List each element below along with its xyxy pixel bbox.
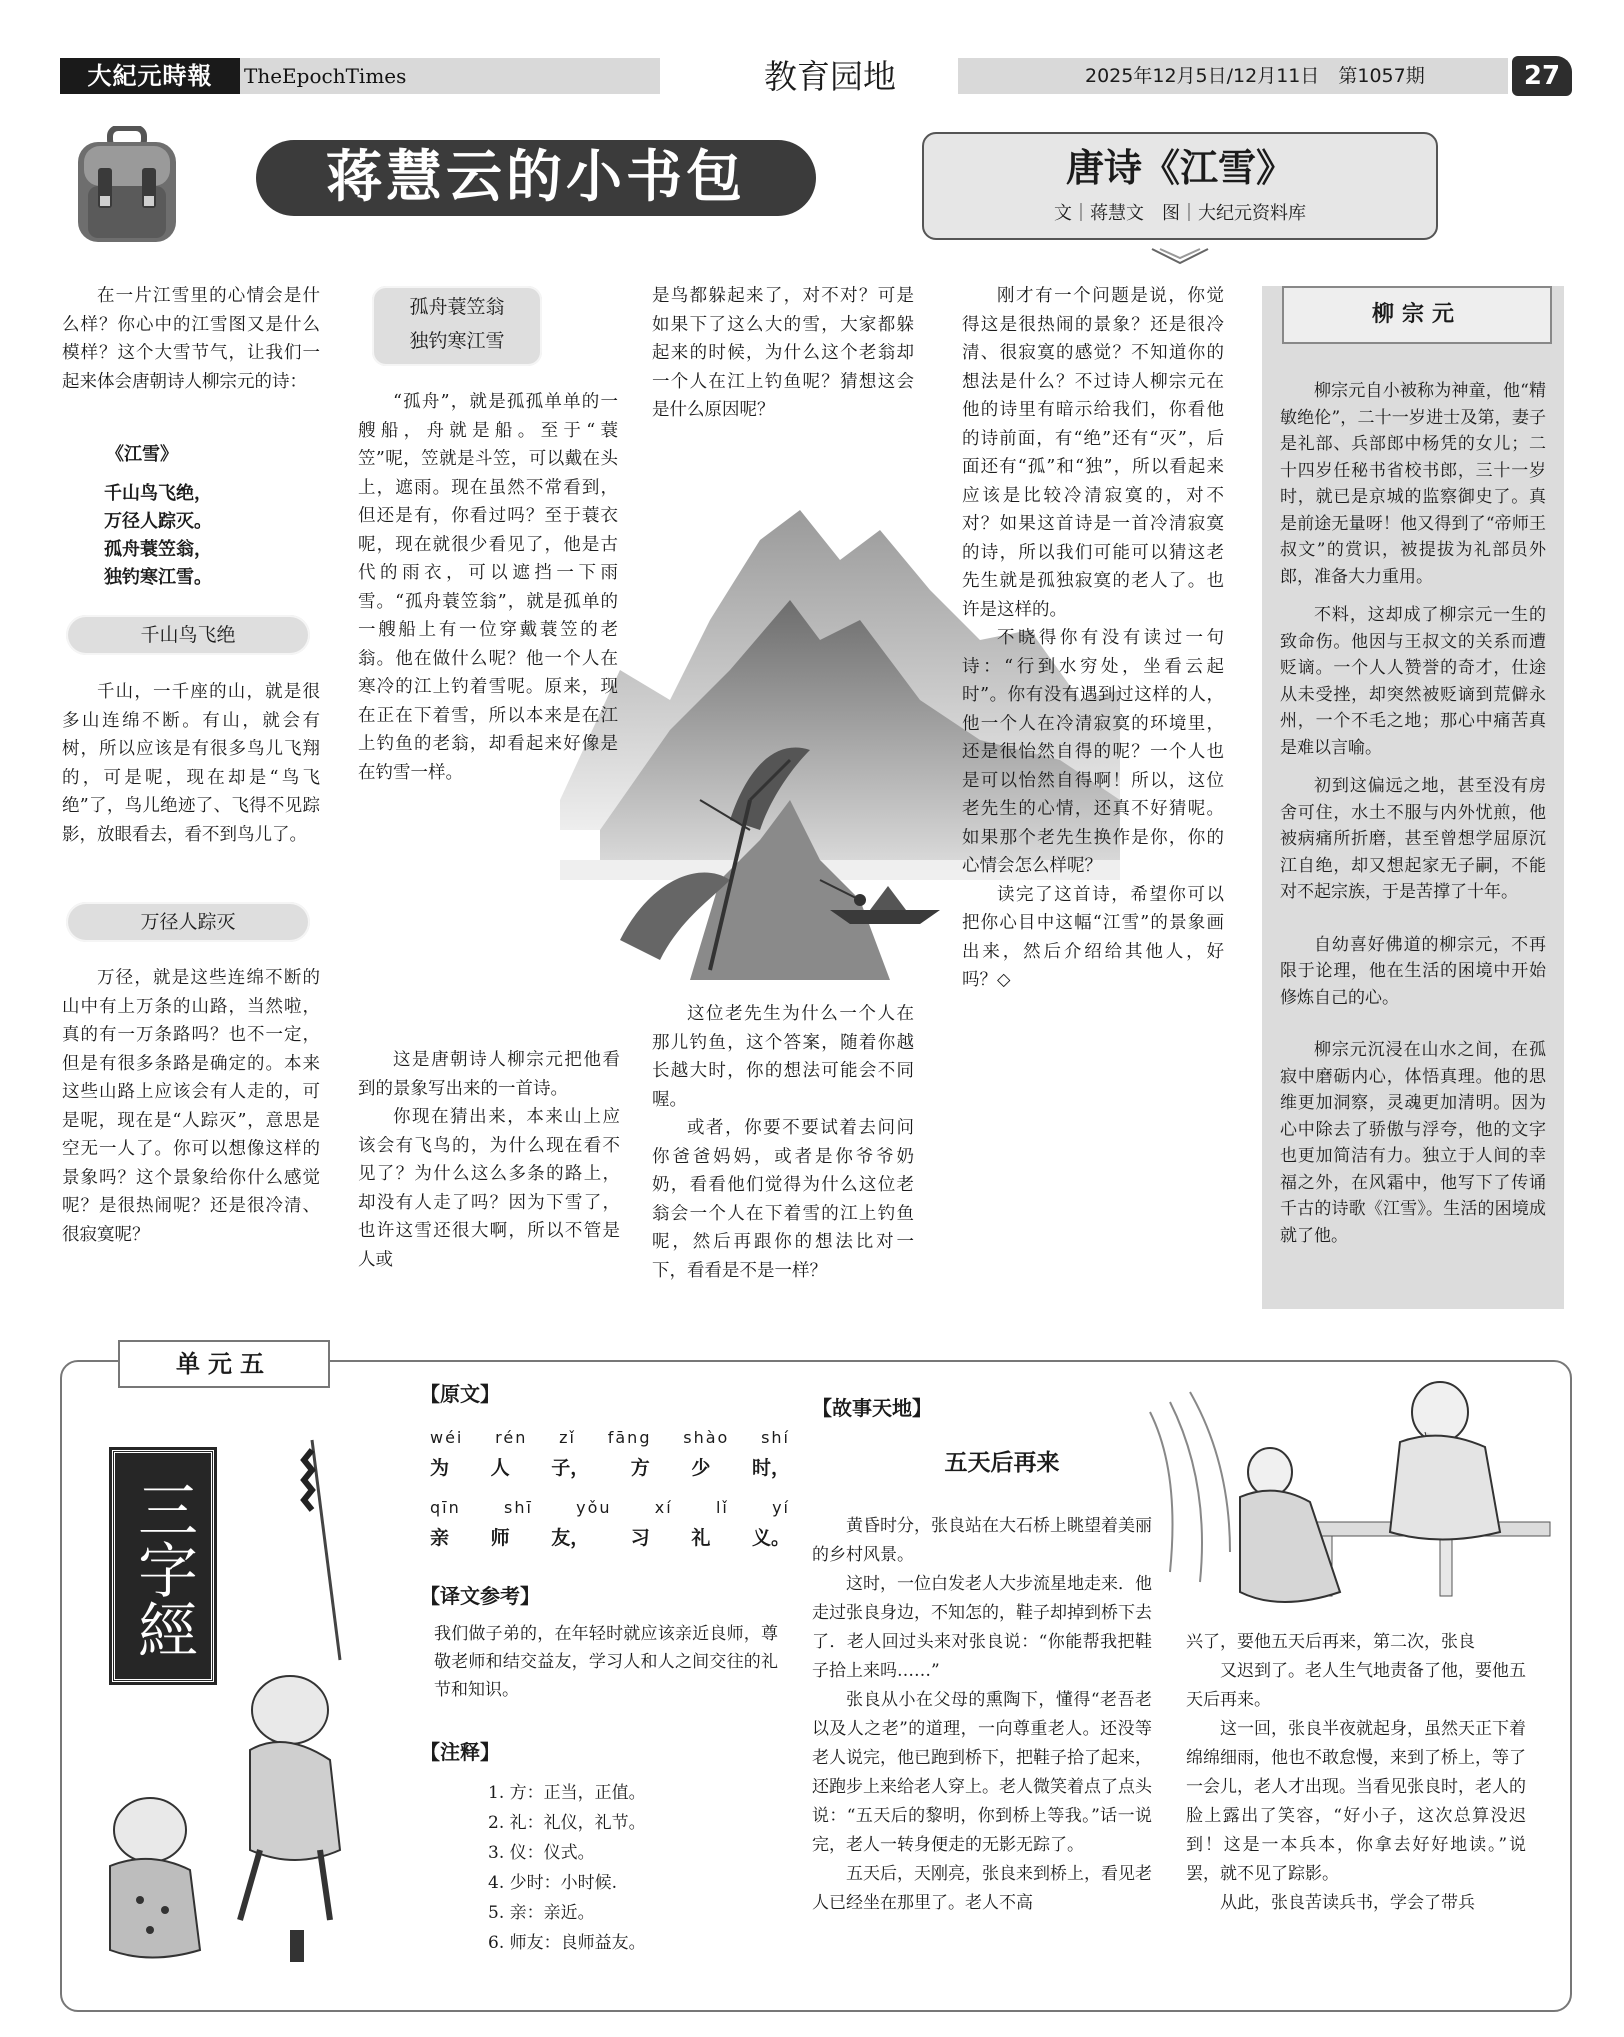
verse-char: 人 bbox=[490, 1457, 510, 1479]
yiwen-text: 我们做子弟的，在年轻时就应该亲近良师，尊敬老师和结交益友，学习人和人之间交往的礼节和知识。 bbox=[434, 1624, 778, 1700]
col4-body bbox=[962, 282, 1224, 995]
children-illustration bbox=[80, 1430, 400, 1970]
pinyin: qīn bbox=[430, 1498, 461, 1517]
poem-line: 万径人踪灭。 bbox=[104, 511, 212, 532]
byline: 文｜蒋慧文 图｜大纪元资料库 bbox=[1054, 203, 1306, 224]
note-item: 2. 礼：礼仪，礼节。 bbox=[488, 1813, 646, 1833]
verse-char: 义。 bbox=[751, 1527, 790, 1549]
verse-row bbox=[430, 1453, 790, 1480]
subhead-line: 独钓寒江雪 bbox=[409, 330, 505, 352]
col3-bottom bbox=[652, 1000, 914, 1285]
verse-char: 为 bbox=[430, 1457, 450, 1479]
poem-text bbox=[104, 480, 212, 592]
column-title: 蒋慧云的小书包 bbox=[256, 140, 816, 216]
verse-char: 少 bbox=[691, 1457, 711, 1479]
body-paragraph: 这位老先生为什么一个人在那儿钓鱼，这个答案，随着你越长越大时，你的想法可能会不同喔。 bbox=[652, 1004, 914, 1110]
col1-intro bbox=[62, 282, 320, 396]
verse-char: 习 bbox=[630, 1527, 650, 1549]
intro-paragraph: 在一片江雪里的心情会是什么样？你心中的江雪图又是什么模样？这个大雪节气，让我们一起来体会唐朝诗人柳宗元的诗： bbox=[62, 286, 320, 392]
sidebar-title: 柳宗元 bbox=[1282, 286, 1552, 344]
story-paragraph: 张良从小在父母的熏陶下，懂得“老吾老以及人之老”的道理，一向尊重老人。还没等老人说完，他已跑到桥下，把鞋子拾了起来，还跑步上来给老人穿上。老人微笑着点了点头说：“五天后的黎明，你到桥上等我。”话一说完，老人一转身便走的无影无踪了。 bbox=[812, 1690, 1152, 1855]
subhead-line: 孤舟蓑笠翁 bbox=[409, 296, 505, 318]
subhead-guzhou bbox=[372, 286, 542, 366]
note-item: 1. 方：正当，正值。 bbox=[488, 1783, 646, 1803]
subhead-qianshan: 千山鸟飞绝 bbox=[66, 615, 310, 655]
story-col2 bbox=[1186, 1628, 1526, 1918]
sidebar-body bbox=[1280, 378, 1546, 1249]
note-item: 6. 师友：良师益友。 bbox=[488, 1933, 646, 1953]
verse-char: 友， bbox=[551, 1527, 590, 1549]
story-paragraph: 这时，一位白发老人大步流星地走来．他走过张良身边，不知怎的，鞋子却掉到桥下去了．老人回过头来对张良说：“你能帮我把鞋子拾上来吗……” bbox=[812, 1574, 1152, 1681]
poem-line: 独钓寒江雪。 bbox=[104, 567, 212, 588]
body-paragraph: 你现在猜出来，本来山上应该会有飞鸟的，为什么现在看不见了？为什么这么多条的路上，却没有人走了吗？因为下雪了，也许这雪还很大啊，所以不管是人或 bbox=[358, 1107, 620, 1270]
pinyin: zǐ bbox=[559, 1428, 576, 1447]
verse-char: 时， bbox=[751, 1457, 790, 1479]
body-paragraph: 或者，你要不要试着去问问你爸爸妈妈，或者是你爷爷奶奶，看看他们觉得为什么这位老翁会一个人在下着雪的江上钓鱼呢，然后再跟你的想法比对一下，看看是不是一样？ bbox=[652, 1118, 914, 1281]
verse-char: 方 bbox=[630, 1457, 650, 1479]
sidebar-paragraph: 不料，这却成了柳宗元一生的致命伤。他因与王叔文的关系而遭贬谪。一个人人赞誉的奇才，仕途从未受挫，却突然被贬谪到荒僻永州，一个不毛之地；那心中痛苦真是难以言喻。 bbox=[1280, 605, 1546, 758]
sidebar-paragraph: 初到这偏远之地，甚至没有房舍可住，水土不服与内外忧煎，他被病痛所折磨，甚至曾想学屈原沉江自绝，却又想起家无子嗣，不能对不起宗族，于是苦撑了十年。 bbox=[1280, 776, 1546, 902]
unit-label: 单元五 bbox=[118, 1340, 330, 1388]
body-paragraph: 是鸟都躲起来了，对不对？可是如果下了这么大的雪，大家都躲起来的时候，为什么这个老翁却一个人在江上钓鱼呢？猜想这会是什么原因呢？ bbox=[652, 286, 914, 420]
note-item: 3. 仪：仪式。 bbox=[488, 1843, 595, 1863]
pinyin: xí bbox=[654, 1498, 673, 1517]
body-paragraph: “孤舟”，就是孤孤单单的一艘船，舟就是船。至于“蓑笠”呢，笠就是斗笠，可以戴在头上，遮雨。现在虽然不常看到，但还是有，你看过吗？至于蓑衣呢，现在就很少看见了，他是古代的雨衣，可以遮挡一下雨雪。“孤舟蓑笠翁”，就是孤单的一艘船上有一位穿戴蓑笠的老翁。他在做什么呢？他一个人在寒冷的江上钓着雪呢。原来，现在正在下着雪，所以本来是在江上钓鱼的老翁，却看起来好像是在钓雪一样。 bbox=[358, 392, 618, 783]
schoolbag-icon bbox=[72, 126, 182, 244]
note-item: 4. 少时：小时候. bbox=[488, 1873, 618, 1893]
sidebar-paragraph: 自幼喜好佛道的柳宗元，不再限于论理，他在生活的困境中开始修炼自己的心。 bbox=[1280, 934, 1546, 1008]
col1-body1 bbox=[62, 678, 320, 849]
story-col1 bbox=[812, 1512, 1152, 1918]
verse-char: 子， bbox=[551, 1457, 590, 1479]
pinyin: shào bbox=[683, 1428, 730, 1447]
logo-cn: 大紀元時報 bbox=[60, 58, 240, 94]
page-number: 27 bbox=[1512, 56, 1572, 96]
pinyin: shí bbox=[761, 1428, 790, 1447]
pinyin: yǒu bbox=[576, 1498, 612, 1517]
pinyin: wéi bbox=[430, 1428, 464, 1447]
story-paragraph: 这一回，张良半夜就起身，虽然天正下着绵绵细雨，他也不敢怠慢，来到了桥上，等了一会儿，老人才出现。当看见张良时，老人的脸上露出了笑容，“好小子，这次总算没迟到！这是一本兵本，你拿去好好地读。”说罢，就不见了踪影。 bbox=[1186, 1719, 1526, 1884]
story-illustration bbox=[1140, 1372, 1560, 1632]
pinyin: rén bbox=[495, 1428, 528, 1447]
col2-body2 bbox=[358, 1046, 620, 1274]
verse-block bbox=[430, 1428, 790, 1550]
verse-char: 礼 bbox=[691, 1527, 711, 1549]
body-paragraph: 读完了这首诗，希望你可以把你心目中这幅“江雪”的景象画出来，然后介绍给其他人，好吗？◇ bbox=[962, 884, 1224, 990]
note-item: 5. 亲：亲近。 bbox=[488, 1903, 595, 1923]
article-title: 唐诗《江雪》 bbox=[1065, 145, 1294, 190]
pinyin: shī bbox=[503, 1498, 533, 1517]
pinyin-row bbox=[430, 1428, 790, 1447]
date-issue: 2025年12月5日/12月11日 第1057期 bbox=[1085, 65, 1425, 87]
story-paragraph: 黄昏时分，张良站在大石桥上眺望着美丽的乡村风景。 bbox=[812, 1516, 1152, 1565]
body-paragraph: 万径，就是这些连绵不断的山中有上万条的山路，当然啦，真的有一万条路吗？也不一定，但是有很多条路是确定的。本来这些山路上应该会有人走的，可是呢，现在是“人踪灭”，意思是空无一人了。你可以想像这样的景象吗？这个景象给你什么感觉呢？是很热闹呢？还是很冷清、很寂寞呢？ bbox=[62, 968, 320, 1245]
body-paragraph: 千山，一千座的山，就是很多山连绵不断。有山，就会有树，所以应该是有很多鸟儿飞翔的，可是呢，现在却是“鸟飞绝”了，鸟儿绝迹了、飞得不见踪影，放眼看去，看不到鸟儿了。 bbox=[62, 682, 320, 845]
col3-top bbox=[652, 282, 914, 425]
story-title: 五天后再来 bbox=[944, 1450, 1060, 1476]
poem-title: 《江雪》 bbox=[106, 444, 178, 465]
col1-body2 bbox=[62, 964, 320, 1249]
verse-row bbox=[430, 1523, 790, 1550]
notes-list bbox=[488, 1778, 788, 1958]
story-paragraph: 又迟到了。老人生气地责备了他，要他五天后再来。 bbox=[1186, 1661, 1526, 1710]
verse-char: 师 bbox=[490, 1527, 510, 1549]
sidebar-paragraph: 柳宗元沉浸在山水之间，在孤寂中磨砺内心，体悟真理。他的思维更加洞察，灵魂更加清明。因为心中除去了骄傲与浮夸，他的文字也更加简洁有力。独立于人间的幸福之外，在风霜中，他写下了传诵千古的诗歌《江雪》。生活的困境成就了他。 bbox=[1280, 1040, 1546, 1246]
story-heading: 【故事天地】 bbox=[812, 1396, 932, 1420]
verse-char: 亲 bbox=[430, 1527, 450, 1549]
book-title-char: 三字經 bbox=[128, 1479, 198, 1659]
body-paragraph: 不晓得你有没有读过一句诗：“行到水穷处，坐看云起时”。你有没有遇到过这样的人，他一个人在冷清寂寞的环境里，还是很怡然自得的呢？一个人也是可以怡然自得啊！所以，这位老先生的心情，还真不好猜呢。如果那个老先生换作是你，你的心情会怎么样呢？ bbox=[962, 628, 1224, 876]
pinyin: lǐ bbox=[715, 1498, 729, 1517]
col2-body1 bbox=[358, 388, 618, 787]
pinyin: yí bbox=[772, 1498, 790, 1517]
sidebar-paragraph: 柳宗元自小被称为神童，他“精敏绝伦”，二十一岁进士及第，妻子是礼部、兵部郎中杨凭的女儿；二十四岁任秘书省校书郎，三十一岁时，就已是京城的监察御史了。真是前途无量呀！他又得到了“帝师王叔文”的赏识，被提拔为礼部员外郎，准备大力重用。 bbox=[1280, 381, 1546, 587]
yiwen-heading: 【译文参考】 bbox=[420, 1584, 540, 1608]
story-paragraph: 从此，张良苦读兵书，学会了带兵 bbox=[1220, 1893, 1475, 1913]
subhead-wanjing: 万径人踪灭 bbox=[66, 902, 310, 942]
yuanwen-heading: 【原文】 bbox=[420, 1382, 500, 1406]
zhushi-heading: 【注释】 bbox=[420, 1740, 500, 1764]
body-paragraph: 刚才有一个问题是说，你觉得这是很热闹的景象？还是很冷清、很寂寞的感觉？不知道你的想法是什么？不过诗人柳宗元在他的诗里有暗示给我们，你看他的诗前面，有“绝”还有“灭”，后面还有“孤”和“独”，所以看起来应该是比较冷清寂寞的，对不对？如果这首诗是一首冷清寂寞的诗，所以我们可能可以猜这老先生就是孤独寂寞的老人了。也许是这样的。 bbox=[962, 286, 1224, 620]
pinyin: fāng bbox=[607, 1428, 652, 1447]
story-paragraph: 五天后，天刚亮，张良来到桥上，看见老人已经坐在那里了。老人不高 bbox=[812, 1864, 1152, 1913]
poem-line: 千山鸟飞绝， bbox=[104, 483, 212, 504]
story-paragraph: 兴了，要他五天后再来，第二次，张良 bbox=[1186, 1632, 1475, 1652]
logo-en: TheEpochTimes bbox=[244, 64, 407, 88]
body-paragraph: 这是唐朝诗人柳宗元把他看到的景象写出来的一首诗。 bbox=[358, 1050, 620, 1099]
poem-line: 孤舟蓑笠翁， bbox=[104, 539, 212, 560]
section-title: 教育园地 bbox=[764, 57, 896, 96]
article-title-box bbox=[922, 132, 1438, 240]
chevron-down-icon bbox=[1150, 246, 1210, 270]
pinyin-row bbox=[430, 1498, 790, 1517]
